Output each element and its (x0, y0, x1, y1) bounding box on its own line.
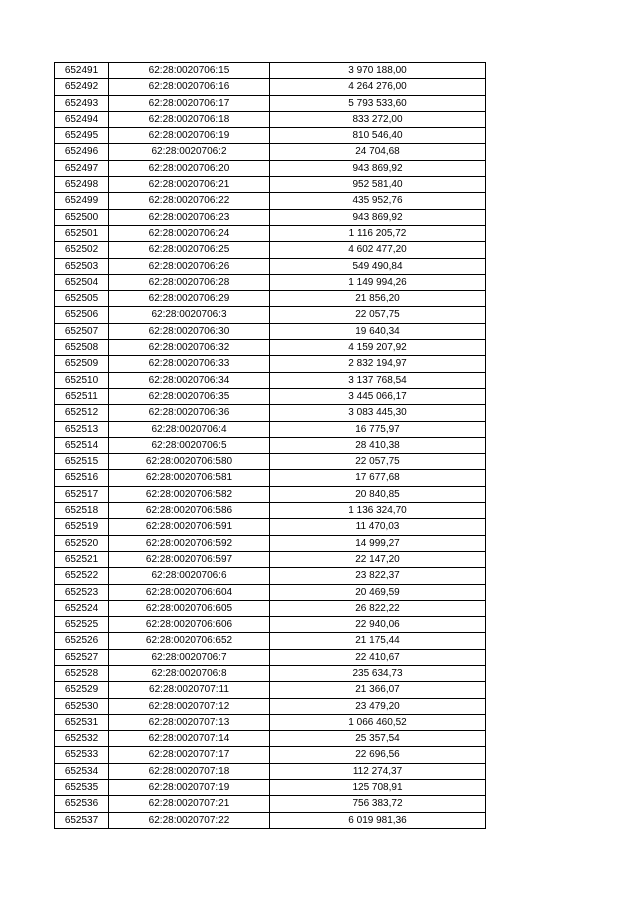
cadastral-number-cell: 62:28:0020706:26 (109, 258, 270, 274)
table-row (55, 437, 486, 453)
cadastral-value-cell: 22 147,20 (270, 551, 486, 567)
cadastral-number-cell: 62:28:0020706:35 (109, 388, 270, 404)
row-number-cell: 652516 (55, 470, 109, 486)
cadastral-number-cell: 62:28:0020706:15 (109, 63, 270, 79)
cadastral-number-cell: 62:28:0020706:17 (109, 95, 270, 111)
cadastral-value-cell: 11 470,03 (270, 519, 486, 535)
table-row (55, 633, 486, 649)
cadastral-number-cell: 62:28:0020706:8 (109, 665, 270, 681)
cadastral-value-cell: 16 775,97 (270, 421, 486, 437)
table-row (55, 111, 486, 127)
table-row (55, 698, 486, 714)
table-row (55, 274, 486, 290)
cadastral-value-cell: 19 640,34 (270, 323, 486, 339)
cadastral-value-cell: 17 677,68 (270, 470, 486, 486)
cadastral-value-cell: 1 149 994,26 (270, 274, 486, 290)
cadastral-number-cell: 62:28:0020706:7 (109, 649, 270, 665)
table-row (55, 177, 486, 193)
cadastral-value-cell: 3 445 066,17 (270, 388, 486, 404)
cadastral-value-cell: 3 083 445,30 (270, 405, 486, 421)
table-row (55, 682, 486, 698)
table-row (55, 63, 486, 79)
row-number-cell: 652504 (55, 274, 109, 290)
table-row (55, 405, 486, 421)
cadastral-number-cell: 62:28:0020706:30 (109, 323, 270, 339)
cadastral-number-cell: 62:28:0020706:6 (109, 568, 270, 584)
cadastral-number-cell: 62:28:0020706:606 (109, 617, 270, 633)
cadastral-value-cell: 23 479,20 (270, 698, 486, 714)
cadastral-value-cell: 22 696,56 (270, 747, 486, 763)
cadastral-value-cell: 1 116 205,72 (270, 225, 486, 241)
row-number-cell: 652494 (55, 111, 109, 127)
table-body (55, 63, 486, 829)
table-row (55, 747, 486, 763)
row-number-cell: 652495 (55, 128, 109, 144)
cadastral-number-cell: 62:28:0020707:13 (109, 714, 270, 730)
cadastral-number-cell: 62:28:0020706:582 (109, 486, 270, 502)
cadastral-number-cell: 62:28:0020706:18 (109, 111, 270, 127)
cadastral-value-cell: 22 410,67 (270, 649, 486, 665)
row-number-cell: 652507 (55, 323, 109, 339)
cadastral-number-cell: 62:28:0020706:3 (109, 307, 270, 323)
cadastral-number-cell: 62:28:0020707:11 (109, 682, 270, 698)
row-number-cell: 652529 (55, 682, 109, 698)
table-row (55, 617, 486, 633)
table-row (55, 486, 486, 502)
row-number-cell: 652503 (55, 258, 109, 274)
row-number-cell: 652535 (55, 780, 109, 796)
cadastral-number-cell: 62:28:0020706:652 (109, 633, 270, 649)
cadastral-number-cell: 62:28:0020706:581 (109, 470, 270, 486)
cadastral-value-cell: 810 546,40 (270, 128, 486, 144)
table-row (55, 519, 486, 535)
row-number-cell: 652537 (55, 812, 109, 828)
row-number-cell: 652502 (55, 242, 109, 258)
row-number-cell: 652506 (55, 307, 109, 323)
cadastral-value-cell: 21 175,44 (270, 633, 486, 649)
cadastral-value-cell: 112 274,37 (270, 763, 486, 779)
row-number-cell: 652500 (55, 209, 109, 225)
table-row (55, 731, 486, 747)
table-row (55, 307, 486, 323)
row-number-cell: 652499 (55, 193, 109, 209)
cadastral-value-cell: 6 019 981,36 (270, 812, 486, 828)
cadastral-value-cell: 26 822,22 (270, 600, 486, 616)
table-row (55, 340, 486, 356)
table-row (55, 568, 486, 584)
cadastral-value-cell: 952 581,40 (270, 177, 486, 193)
cadastral-number-cell: 62:28:0020706:597 (109, 551, 270, 567)
cadastral-number-cell: 62:28:0020707:19 (109, 780, 270, 796)
table-row (55, 258, 486, 274)
cadastral-number-cell: 62:28:0020706:591 (109, 519, 270, 535)
table-row (55, 128, 486, 144)
row-number-cell: 652513 (55, 421, 109, 437)
table-row (55, 388, 486, 404)
table-row (55, 242, 486, 258)
table-row (55, 209, 486, 225)
cadastral-number-cell: 62:28:0020706:604 (109, 584, 270, 600)
cadastral-value-cell: 22 057,75 (270, 307, 486, 323)
cadastral-number-cell: 62:28:0020706:592 (109, 535, 270, 551)
cadastral-value-table (54, 62, 486, 829)
cadastral-number-cell: 62:28:0020706:22 (109, 193, 270, 209)
row-number-cell: 652515 (55, 454, 109, 470)
table-row (55, 780, 486, 796)
row-number-cell: 652520 (55, 535, 109, 551)
cadastral-number-cell: 62:28:0020706:29 (109, 291, 270, 307)
cadastral-value-cell: 833 272,00 (270, 111, 486, 127)
cadastral-value-cell: 235 634,73 (270, 665, 486, 681)
row-number-cell: 652512 (55, 405, 109, 421)
row-number-cell: 652519 (55, 519, 109, 535)
cadastral-number-cell: 62:28:0020706:34 (109, 372, 270, 388)
row-number-cell: 652532 (55, 731, 109, 747)
table-row (55, 79, 486, 95)
row-number-cell: 652517 (55, 486, 109, 502)
cadastral-number-cell: 62:28:0020707:17 (109, 747, 270, 763)
row-number-cell: 652522 (55, 568, 109, 584)
cadastral-value-cell: 4 159 207,92 (270, 340, 486, 356)
cadastral-number-cell: 62:28:0020706:20 (109, 160, 270, 176)
cadastral-number-cell: 62:28:0020706:4 (109, 421, 270, 437)
table-row (55, 160, 486, 176)
row-number-cell: 652526 (55, 633, 109, 649)
table-row (55, 600, 486, 616)
cadastral-value-cell: 549 490,84 (270, 258, 486, 274)
cadastral-value-cell: 22 940,06 (270, 617, 486, 633)
cadastral-value-cell: 25 357,54 (270, 731, 486, 747)
row-number-cell: 652505 (55, 291, 109, 307)
table-row (55, 323, 486, 339)
cadastral-number-cell: 62:28:0020706:32 (109, 340, 270, 356)
cadastral-value-cell: 756 383,72 (270, 796, 486, 812)
cadastral-value-cell: 21 366,07 (270, 682, 486, 698)
table-row (55, 714, 486, 730)
cadastral-value-cell: 24 704,68 (270, 144, 486, 160)
table-row (55, 649, 486, 665)
cadastral-value-cell: 125 708,91 (270, 780, 486, 796)
table-row (55, 584, 486, 600)
table-row (55, 421, 486, 437)
cadastral-number-cell: 62:28:0020707:21 (109, 796, 270, 812)
cadastral-value-cell: 2 832 194,97 (270, 356, 486, 372)
cadastral-number-cell: 62:28:0020706:5 (109, 437, 270, 453)
table-row (55, 665, 486, 681)
cadastral-value-cell: 435 952,76 (270, 193, 486, 209)
row-number-cell: 652524 (55, 600, 109, 616)
table-row (55, 372, 486, 388)
cadastral-number-cell: 62:28:0020707:14 (109, 731, 270, 747)
row-number-cell: 652528 (55, 665, 109, 681)
table-row (55, 796, 486, 812)
row-number-cell: 652530 (55, 698, 109, 714)
cadastral-value-cell: 4 602 477,20 (270, 242, 486, 258)
row-number-cell: 652498 (55, 177, 109, 193)
cadastral-number-cell: 62:28:0020707:22 (109, 812, 270, 828)
table-row (55, 551, 486, 567)
cadastral-number-cell: 62:28:0020706:28 (109, 274, 270, 290)
row-number-cell: 652525 (55, 617, 109, 633)
cadastral-number-cell: 62:28:0020706:586 (109, 503, 270, 519)
cadastral-value-cell: 943 869,92 (270, 160, 486, 176)
cadastral-value-cell: 4 264 276,00 (270, 79, 486, 95)
cadastral-number-cell: 62:28:0020706:19 (109, 128, 270, 144)
row-number-cell: 652510 (55, 372, 109, 388)
table-row (55, 193, 486, 209)
row-number-cell: 652508 (55, 340, 109, 356)
table-row (55, 470, 486, 486)
table-row (55, 225, 486, 241)
cadastral-number-cell: 62:28:0020706:23 (109, 209, 270, 225)
cadastral-number-cell: 62:28:0020706:580 (109, 454, 270, 470)
cadastral-value-cell: 3 970 188,00 (270, 63, 486, 79)
table-row (55, 95, 486, 111)
cadastral-number-cell: 62:28:0020706:16 (109, 79, 270, 95)
row-number-cell: 652523 (55, 584, 109, 600)
row-number-cell: 652496 (55, 144, 109, 160)
cadastral-value-cell: 3 137 768,54 (270, 372, 486, 388)
cadastral-number-cell: 62:28:0020706:605 (109, 600, 270, 616)
cadastral-number-cell: 62:28:0020707:18 (109, 763, 270, 779)
table-row (55, 503, 486, 519)
cadastral-number-cell: 62:28:0020706:2 (109, 144, 270, 160)
cadastral-number-cell: 62:28:0020706:25 (109, 242, 270, 258)
row-number-cell: 652521 (55, 551, 109, 567)
table-row (55, 291, 486, 307)
table-row (55, 454, 486, 470)
cadastral-value-cell: 1 136 324,70 (270, 503, 486, 519)
row-number-cell: 652493 (55, 95, 109, 111)
row-number-cell: 652509 (55, 356, 109, 372)
row-number-cell: 652514 (55, 437, 109, 453)
cadastral-number-cell: 62:28:0020706:21 (109, 177, 270, 193)
table-row (55, 356, 486, 372)
cadastral-value-cell: 943 869,92 (270, 209, 486, 225)
row-number-cell: 652536 (55, 796, 109, 812)
cadastral-value-cell: 1 066 460,52 (270, 714, 486, 730)
cadastral-value-cell: 22 057,75 (270, 454, 486, 470)
cadastral-value-cell: 14 999,27 (270, 535, 486, 551)
cadastral-value-cell: 21 856,20 (270, 291, 486, 307)
row-number-cell: 652518 (55, 503, 109, 519)
row-number-cell: 652492 (55, 79, 109, 95)
row-number-cell: 652511 (55, 388, 109, 404)
row-number-cell: 652534 (55, 763, 109, 779)
row-number-cell: 652531 (55, 714, 109, 730)
row-number-cell: 652533 (55, 747, 109, 763)
cadastral-number-cell: 62:28:0020706:33 (109, 356, 270, 372)
table-row (55, 144, 486, 160)
row-number-cell: 652501 (55, 225, 109, 241)
cadastral-value-cell: 20 469,59 (270, 584, 486, 600)
row-number-cell: 652497 (55, 160, 109, 176)
cadastral-number-cell: 62:28:0020706:36 (109, 405, 270, 421)
row-number-cell: 652527 (55, 649, 109, 665)
row-number-cell: 652491 (55, 63, 109, 79)
cadastral-value-cell: 28 410,38 (270, 437, 486, 453)
table-row (55, 763, 486, 779)
cadastral-number-cell: 62:28:0020706:24 (109, 225, 270, 241)
cadastral-number-cell: 62:28:0020707:12 (109, 698, 270, 714)
table-row (55, 812, 486, 828)
cadastral-value-cell: 20 840,85 (270, 486, 486, 502)
table-row (55, 535, 486, 551)
cadastral-value-cell: 23 822,37 (270, 568, 486, 584)
cadastral-value-cell: 5 793 533,60 (270, 95, 486, 111)
